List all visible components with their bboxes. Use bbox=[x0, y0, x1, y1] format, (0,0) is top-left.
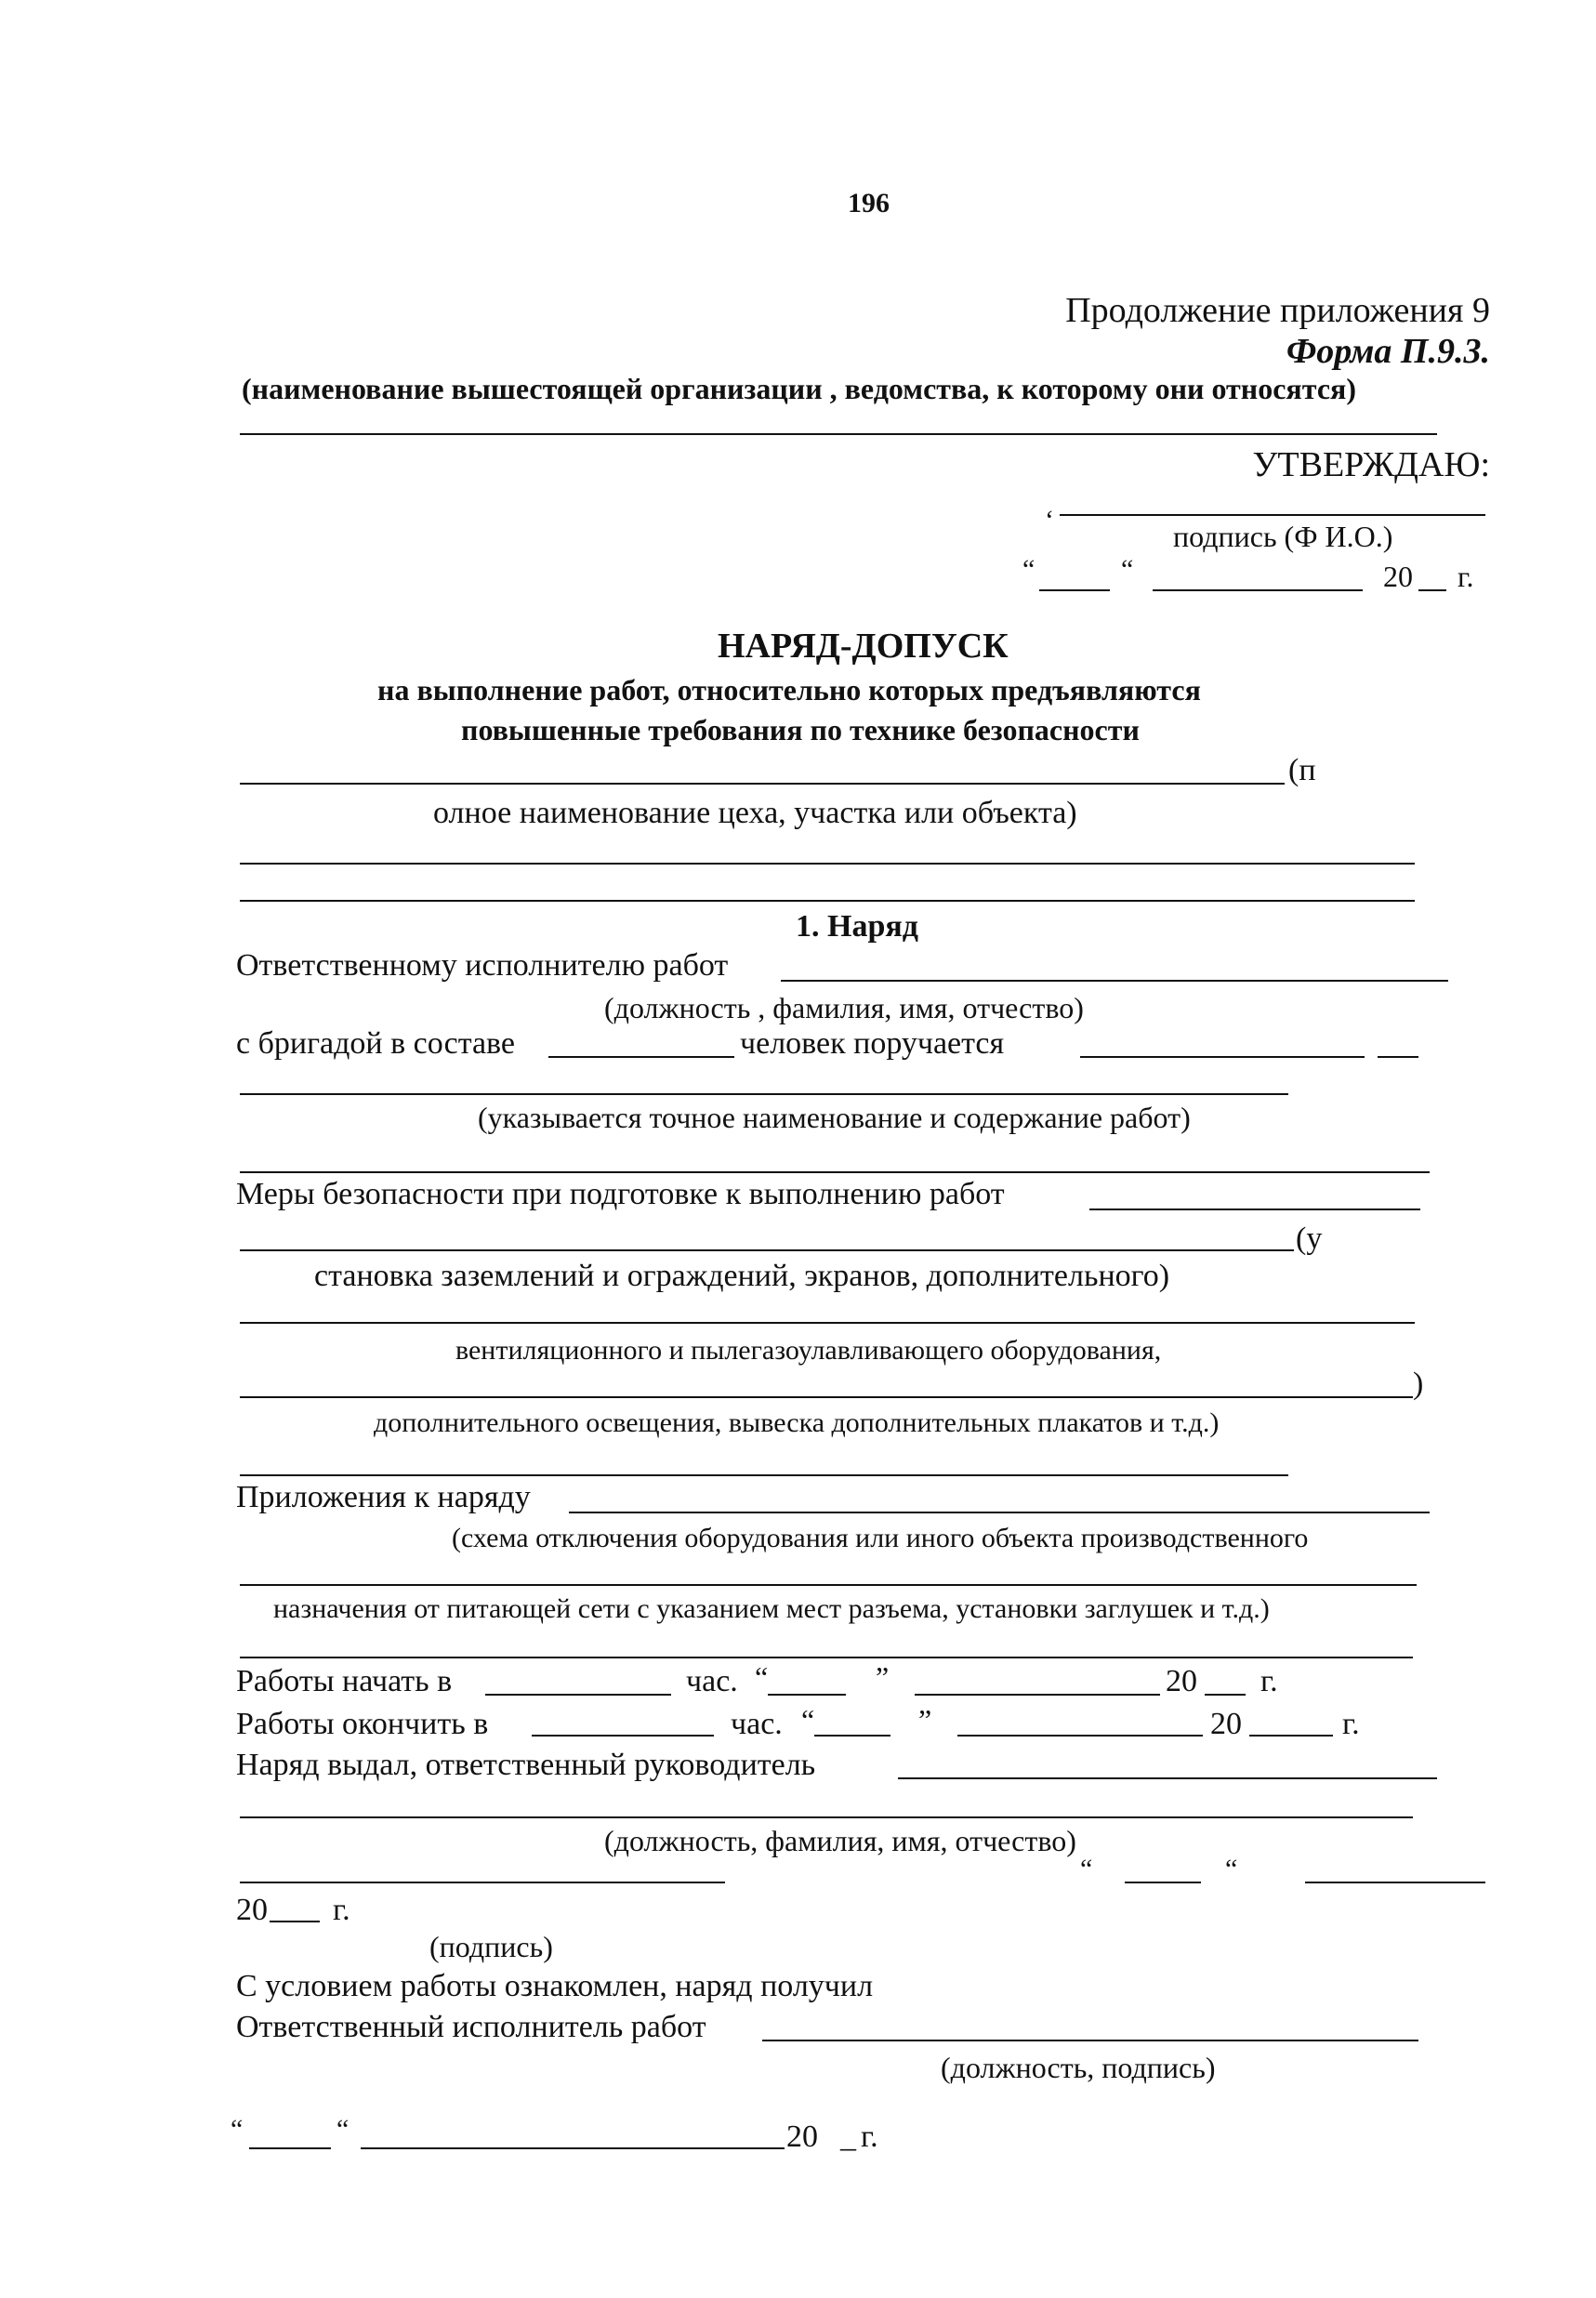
approve-label: УТВЕРЖДАЮ: bbox=[1252, 445, 1490, 484]
end-g: г. bbox=[1342, 1707, 1360, 1741]
executor-label: Ответственному исполнителю работ bbox=[236, 948, 729, 983]
approval-month-line bbox=[1153, 589, 1363, 591]
received-year: 20 bbox=[786, 2120, 818, 2154]
signature-line bbox=[1060, 514, 1485, 516]
end-year-line bbox=[1249, 1735, 1333, 1737]
page-number: 196 bbox=[848, 188, 890, 218]
received-quote-open: “ bbox=[231, 2114, 244, 2145]
attachments-hint-2: назначения от питающей сети с указанием мест разъема, установки заглушек и т.д.) bbox=[273, 1593, 1270, 1624]
safety-line-3 bbox=[240, 1322, 1415, 1324]
issued-line-2 bbox=[240, 1816, 1413, 1818]
safety-line-4 bbox=[240, 1396, 1413, 1398]
start-g: г. bbox=[1260, 1664, 1278, 1698]
attachments-line-2 bbox=[240, 1584, 1417, 1586]
document-title: НАРЯД-ДОПУСК bbox=[718, 627, 1009, 666]
issued-quote-close: “ bbox=[1225, 1854, 1238, 1884]
issued-hint: (должность, фамилия, имя, отчество) bbox=[604, 1824, 1076, 1857]
org-hint: (наименование вышестоящей организации , ведомства, к которому они относятся) bbox=[242, 372, 1356, 405]
approval-quote-open: “ bbox=[1022, 554, 1035, 585]
end-day-line bbox=[814, 1735, 890, 1737]
received-year-dash: _ bbox=[840, 2120, 856, 2154]
shop-paren-open: (п bbox=[1288, 753, 1316, 787]
received-executor-label: Ответственный исполнитель работ bbox=[236, 2010, 706, 2044]
signature-hint: подпись (Ф И.О.) bbox=[1173, 520, 1393, 553]
attachments-line bbox=[569, 1512, 1430, 1513]
safety-hint-1: становка заземлений и ограждений, экранов, дополнительного) bbox=[314, 1259, 1170, 1293]
shop-extra-line-1 bbox=[240, 863, 1415, 865]
end-year: 20 bbox=[1210, 1707, 1242, 1741]
start-year-line bbox=[1205, 1694, 1246, 1696]
end-quote-open: “ bbox=[801, 1703, 815, 1737]
issued-sign-line bbox=[240, 1882, 725, 1883]
start-quote-open: “ bbox=[755, 1660, 769, 1694]
shop-extra-line-2 bbox=[240, 900, 1415, 902]
end-hour-label: час. bbox=[731, 1707, 783, 1741]
safety-label: Меры безопасности при подготовке к выполнению работ bbox=[236, 1177, 1005, 1211]
issued-month-line bbox=[1305, 1882, 1485, 1883]
approval-year-line bbox=[1418, 589, 1446, 591]
issued-year-line bbox=[270, 1921, 320, 1922]
issued-day-line bbox=[1125, 1882, 1201, 1883]
approval-year: 20 bbox=[1383, 560, 1413, 593]
work-hint: (указывается точное наименование и содержание работ) bbox=[478, 1101, 1191, 1134]
issued-g: г. bbox=[333, 1893, 350, 1927]
title-line-1: на выполнение работ, относительно которых предъявляются bbox=[377, 673, 1201, 707]
end-month-line bbox=[957, 1735, 1203, 1737]
end-label: Работы окончить в bbox=[236, 1707, 489, 1741]
work-extra-line bbox=[240, 1171, 1430, 1173]
safety-hint-3: дополнительного освещения, вывеска дополнительных плакатов и т.д.) bbox=[374, 1407, 1220, 1438]
safety-paren-close: ) bbox=[1413, 1367, 1424, 1401]
work-content-line bbox=[240, 1093, 1288, 1095]
start-time-line bbox=[485, 1694, 671, 1696]
safety-line-5 bbox=[240, 1474, 1288, 1476]
attachments-line-3 bbox=[240, 1657, 1413, 1658]
start-day-line bbox=[768, 1694, 846, 1696]
issued-label: Наряд выдал, ответственный руководитель bbox=[236, 1748, 816, 1782]
assigned-work-line bbox=[1080, 1056, 1365, 1058]
attachments-hint-1: (схема отключения оборудования или иного объекта производственного bbox=[452, 1523, 1309, 1553]
start-month-line bbox=[915, 1694, 1160, 1696]
end-time-line bbox=[532, 1735, 714, 1737]
approval-day-line bbox=[1039, 589, 1110, 591]
org-line bbox=[240, 433, 1437, 435]
received-day-line bbox=[249, 2147, 331, 2149]
received-month-line bbox=[361, 2147, 785, 2149]
start-hour-label: час. bbox=[686, 1664, 738, 1698]
persons-label: человек поручается bbox=[740, 1026, 1005, 1061]
safety-hint-2: вентиляционного и пылегазоулавливающего оборудования, bbox=[455, 1335, 1162, 1366]
start-label: Работы начать в bbox=[236, 1664, 453, 1698]
approval-g: г. bbox=[1458, 560, 1474, 593]
approval-tick: ‘ bbox=[1045, 505, 1054, 535]
title-line-2: повышенные требования по технике безопасности bbox=[461, 713, 1140, 746]
received-g: г. bbox=[861, 2120, 878, 2154]
approval-quote-close: “ bbox=[1121, 554, 1134, 585]
executor-hint: (должность , фамилия, имя, отчество) bbox=[604, 991, 1084, 1024]
start-quote-close: ” bbox=[876, 1660, 890, 1694]
safety-paren-open: (у bbox=[1296, 1222, 1323, 1256]
section-title: 1. Наряд bbox=[796, 909, 918, 944]
end-quote-close: ” bbox=[918, 1703, 932, 1737]
assigned-work-line-tail bbox=[1378, 1056, 1418, 1058]
received-label: С условием работы ознакомлен, наряд получил bbox=[236, 1969, 874, 2003]
safety-line bbox=[1089, 1208, 1420, 1210]
form-number: Форма П.9.3. bbox=[1286, 332, 1490, 371]
issued-year: 20 bbox=[236, 1893, 268, 1927]
executor-line bbox=[781, 980, 1448, 982]
issued-line bbox=[898, 1777, 1437, 1779]
shop-name-hint: олное наименование цеха, участка или объекта) bbox=[433, 796, 1077, 830]
shop-name-line bbox=[240, 783, 1285, 785]
start-year: 20 bbox=[1166, 1664, 1197, 1698]
issued-quote-open: “ bbox=[1080, 1854, 1093, 1884]
brigade-label: с бригадой в составе bbox=[236, 1026, 516, 1061]
continuation-label: Продолжение приложения 9 bbox=[1065, 291, 1490, 330]
issued-sign-hint: (подпись) bbox=[429, 1930, 553, 1963]
brigade-count-line bbox=[548, 1056, 734, 1058]
received-hint: (должность, подпись) bbox=[941, 2051, 1216, 2084]
safety-line-2 bbox=[240, 1249, 1294, 1251]
attachments-label: Приложения к наряду bbox=[236, 1480, 531, 1514]
received-executor-line bbox=[762, 2040, 1418, 2041]
received-quote-close: “ bbox=[336, 2114, 350, 2145]
